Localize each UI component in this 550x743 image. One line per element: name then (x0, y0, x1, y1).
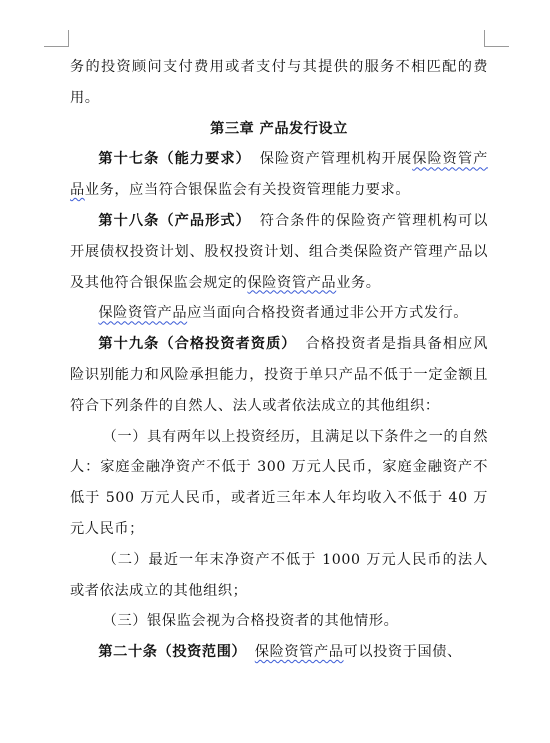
paragraph-continuation: 务的投资顾问支付费用或者支付与其提供的服务不相匹配的费用。 (70, 59, 488, 106)
spellcheck-underline: 保险资管产品 (98, 305, 188, 322)
spellcheck-underline: 保险资管产品 (247, 274, 337, 291)
article-19: 第十九条（合格投资者资质） 合格投资者是指具备相应风险识别能力和风险承担能力，投资于单只产品不低于一定金额且符合下列条件的自然人、法人或者依法成立的其他组织： (70, 336, 488, 414)
article-20: 第二十条（投资范围） 保险资管产品可以投资于国债、 (98, 644, 462, 661)
article-17: 第十七条（能力要求） 保险资产管理机构开展保险资管产品业务，应当符合银保监会有关投资管理能力要求。 (70, 151, 488, 199)
crop-mark-top-left (44, 30, 69, 47)
article-19-item-3: （三）银保监会视为合格投资者的其他情形。 (102, 613, 399, 630)
article-18-paragraph-2: 保险资管产品应当面向合格投资者通过非公开方式发行。 (98, 305, 469, 322)
spellcheck-underline: 保险资管产品 (70, 151, 488, 199)
article-19-item-1: （一）具有两年以上投资经历，且满足以下条件之一的自然人：家庭金融净资产不低于 300 万元人民币，家庭金融资产不低于 500 万元人民币，或者近三年本人年均收入不低于 40 万元人民币； (70, 428, 488, 537)
article-17-title: 第十七条（能力要求） (98, 151, 251, 168)
article-20-title: 第二十条（投资范围） (98, 644, 247, 661)
article-18-title: 第十八条（产品形式） (98, 212, 251, 229)
article-18: 第十八条（产品形式） 符合条件的保险资产管理机构可以开展债权投资计划、股权投资计划、组合类保险资产管理产品以及其他符合银保监会规定的保险资管产品业务。 (70, 212, 488, 291)
document-body[interactable] (70, 52, 488, 668)
spellcheck-underline: 保险资管产品 (254, 644, 344, 661)
crop-mark-top-right (484, 30, 509, 47)
chapter-heading: 第三章 产品发行设立 (210, 120, 348, 137)
article-19-item-2: （二）最近一年末净资产不低于 1000 万元人民币的法人或者依法成立的其他组织； (70, 551, 488, 599)
article-19-title: 第十九条（合格投资者资质） (98, 336, 297, 353)
